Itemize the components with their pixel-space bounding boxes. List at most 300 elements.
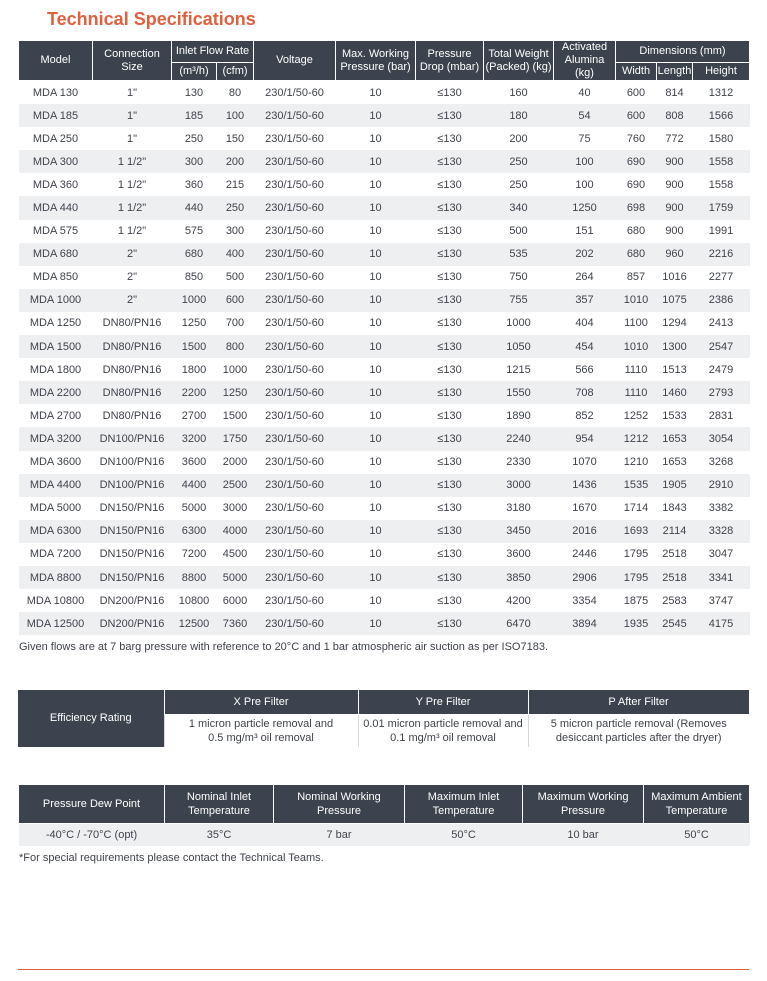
cell-inlet-cfm: 1500 [222,409,248,422]
header-length: Length [657,62,693,80]
efficiency-table [18,689,750,747]
cell-connection-size: DN150/PN16 [99,502,165,515]
cell-length: 1653 [662,456,687,469]
cell-max-working-pressure: 10 [369,363,382,376]
table-row [19,404,750,427]
cell-length: 960 [657,243,693,266]
table-row [19,612,750,635]
table-row [19,566,750,589]
cell-length: 2545 [657,612,693,635]
cell-length: 1513 [662,363,687,376]
cell-height: 1558 [708,178,734,191]
cell-connection-size: DN150/PN16 [99,548,165,561]
cell-activated-alumina: 954 [554,427,616,450]
cell-length: 1294 [662,317,687,330]
cell-inlet-cfm: 80 [228,86,242,99]
maximum-ambient-temperature-value: 50°C [644,824,750,847]
cell-inlet-m3h: 10800 [178,594,210,607]
nominal-working-pressure-value: 7 bar [274,824,405,847]
table-row [19,335,750,358]
cell-model: MDA 130 [32,86,79,99]
cell-voltage: 230/1/50-60 [265,317,324,330]
cell-inlet-cfm: 200 [217,150,254,173]
cell-width: 1110 [624,363,648,376]
cell-width: 690 [616,150,657,173]
cell-pressure-drop: ≤130 [416,566,484,589]
cell-voltage: 230/1/50-60 [265,409,324,422]
header-max-working-pressure: Max. Working Pressure (bar) [336,41,416,81]
cell-pressure-drop: ≤130 [437,178,462,191]
cell-activated-alumina: 100 [554,150,616,173]
cell-connection-size: 2" [93,243,172,266]
cell-inlet-m3h: 680 [172,243,217,266]
cell-length: 900 [657,150,693,173]
cell-connection-size: DN150/PN16 [93,566,172,589]
table-row [19,381,750,404]
cell-width: 1795 [623,548,649,561]
table-row [19,173,750,196]
cell-model: MDA 3600 [29,456,82,469]
cell-connection-size: DN80/PN16 [93,381,172,404]
cell-activated-alumina: 40 [578,86,591,99]
cell-length: 1905 [657,474,693,497]
cell-pressure-drop: ≤130 [416,104,484,127]
cell-connection-size: 1" [126,86,138,99]
cell-height: 3054 [693,427,750,450]
header-line: Nominal Inlet [186,791,252,803]
cell-model: MDA 7200 [29,548,82,561]
cell-connection-size: 1 1/2" [93,196,172,219]
cell-inlet-cfm: 150 [225,132,245,145]
cell-height: 3341 [693,566,750,589]
cell-pressure-drop: ≤130 [437,86,462,99]
cell-pressure-drop: ≤130 [437,271,462,284]
cell-model: MDA 2700 [29,409,82,422]
header-line: Maximum Ambient [651,791,742,803]
cell-voltage: 230/1/50-60 [254,104,336,127]
cell-height: 1312 [708,86,734,99]
cell-width: 760 [626,132,646,145]
table-row [19,104,750,127]
cell-inlet-m3h: 4400 [172,474,217,497]
cell-activated-alumina: 454 [554,335,616,358]
cell-inlet-m3h: 8800 [172,566,217,589]
cell-height: 2413 [708,317,734,330]
cell-model: MDA 575 [32,225,79,238]
cell-max-working-pressure: 10 [336,566,416,589]
header-line: Temperature [188,805,250,817]
cell-max-working-pressure: 10 [369,594,382,607]
cell-model: MDA 4400 [19,474,93,497]
table-row [19,266,750,289]
cell-pressure-drop: ≤130 [416,520,484,543]
cell-inlet-cfm: 500 [225,271,245,284]
cell-connection-size: 1 1/2" [117,178,147,191]
cell-inlet-cfm: 1250 [217,381,254,404]
table-row [19,196,750,219]
cell-voltage: 230/1/50-60 [254,196,336,219]
cell-voltage: 230/1/50-60 [265,225,324,238]
cell-total-weight: 750 [509,271,528,284]
cell-total-weight: 500 [509,225,528,238]
cell-model: MDA 10800 [26,594,85,607]
cell-inlet-cfm: 800 [217,335,254,358]
spec-table [18,40,750,635]
x-pre-filter-value [164,715,358,748]
cell-model: MDA 1000 [19,289,93,312]
cell-height: 1580 [708,132,734,145]
cell-max-working-pressure: 10 [336,243,416,266]
value-line: 5 micron particle removal (Removes [550,718,727,730]
cell-pressure-drop: ≤130 [416,335,484,358]
cell-model: MDA 360 [32,178,79,191]
cell-total-weight: 1000 [506,317,531,330]
cell-width: 1714 [623,502,649,515]
cell-model: MDA 250 [32,132,79,145]
cell-max-working-pressure: 10 [369,178,382,191]
cell-inlet-m3h: 3600 [181,456,207,469]
cell-model: MDA 6300 [19,520,93,543]
cell-max-working-pressure: 10 [336,427,416,450]
cell-model: MDA 3200 [19,427,93,450]
cell-activated-alumina: 54 [554,104,616,127]
cell-max-working-pressure: 10 [369,86,382,99]
cell-connection-size: DN200/PN16 [99,594,165,607]
cell-total-weight: 535 [484,243,554,266]
cell-max-working-pressure: 10 [336,335,416,358]
cell-inlet-cfm: 4000 [217,520,254,543]
cell-width: 690 [626,178,646,191]
cell-length: 2583 [662,594,687,607]
cell-max-working-pressure: 10 [369,456,382,469]
cell-length: 900 [657,196,693,219]
cell-total-weight: 755 [484,289,554,312]
cell-model: MDA 1500 [19,335,93,358]
cell-length: 1300 [657,335,693,358]
header-inlet-cfm: (cfm) [217,62,254,80]
table-row [19,474,750,497]
header-maximum-ambient-temperature [644,785,750,824]
cell-voltage: 230/1/50-60 [254,381,336,404]
cell-height: 2831 [708,409,734,422]
header-x-pre-filter: X Pre Filter [164,690,358,715]
header-line: Temperature [665,805,728,817]
cell-activated-alumina: 100 [575,178,594,191]
cell-height: 2216 [693,243,750,266]
cell-model: MDA 1800 [29,363,82,376]
cell-model: MDA 1250 [29,317,82,330]
cell-total-weight: 180 [484,104,554,127]
cell-voltage: 230/1/50-60 [254,520,336,543]
cell-activated-alumina: 75 [578,132,591,145]
cell-inlet-cfm: 300 [225,225,245,238]
cell-activated-alumina: 264 [575,271,594,284]
header-nominal-working-pressure [274,785,405,824]
cell-length: 808 [657,104,693,127]
cell-max-working-pressure: 10 [369,409,382,422]
header-line: Pressure [316,805,362,817]
cell-model: MDA 5000 [29,502,82,515]
cell-max-working-pressure: 10 [336,612,416,635]
cell-voltage: 230/1/50-60 [265,456,324,469]
cell-inlet-m3h: 575 [184,225,204,238]
cell-width: 857 [626,271,646,284]
cell-inlet-cfm: 1000 [222,363,248,376]
cell-inlet-m3h: 1000 [172,289,217,312]
cell-width: 1010 [616,289,657,312]
cell-inlet-m3h: 2200 [172,381,217,404]
cell-height: 3382 [708,502,734,515]
cell-voltage: 230/1/50-60 [254,335,336,358]
cell-voltage: 230/1/50-60 [254,150,336,173]
flow-note: Given flows are at 7 barg pressure with reference to 20°C and 1 bar atmospheric air suction as per ISO7183. [19,641,549,653]
cell-total-weight: 3000 [484,474,554,497]
header-dimensions: Dimensions (mm) [616,41,750,63]
value-line: 0.1 mg/m³ oil removal [390,732,496,744]
table-row [19,127,750,150]
table-row [19,451,750,474]
cell-inlet-cfm: 2500 [217,474,254,497]
cell-pressure-drop: ≤130 [416,427,484,450]
cell-width: 1875 [623,594,649,607]
cell-length: 900 [665,178,684,191]
table-row [19,220,750,243]
cell-activated-alumina: 1250 [554,196,616,219]
cell-total-weight: 1215 [506,363,531,376]
cell-max-working-pressure: 10 [336,196,416,219]
cell-height: 2479 [708,363,734,376]
cell-height: 1759 [693,196,750,219]
header-maximum-inlet-temperature [405,785,523,824]
cell-inlet-m3h: 3200 [172,427,217,450]
cell-total-weight: 250 [484,150,554,173]
cell-height: 3047 [708,548,734,561]
spec-table-body [19,81,750,636]
header-inlet-m3h: (m³/h) [172,62,217,80]
cell-height: 2793 [693,381,750,404]
cell-total-weight: 1550 [484,381,554,404]
conditions-table [18,784,750,846]
cell-inlet-cfm: 3000 [222,502,248,515]
cell-inlet-cfm: 100 [217,104,254,127]
table-row [19,589,750,612]
table-row [19,427,750,450]
cell-height: 1566 [693,104,750,127]
cell-total-weight: 3850 [484,566,554,589]
cell-activated-alumina: 1436 [554,474,616,497]
cell-connection-size: DN100/PN16 [99,456,165,469]
maximum-working-pressure-value: 10 bar [523,824,644,847]
cell-width: 698 [616,196,657,219]
cell-inlet-m3h: 12500 [172,612,217,635]
cell-inlet-m3h: 2700 [181,409,207,422]
pressure-dew-point-value: -40°C / -70°C (opt) [19,824,165,847]
cell-connection-size: 1 1/2" [117,225,147,238]
cell-length: 1075 [657,289,693,312]
cell-connection-size: DN80/PN16 [93,335,172,358]
cell-inlet-m3h: 7200 [181,548,207,561]
footnote: *For special requirements please contact the Technical Teams. [19,852,324,864]
cell-model: MDA 2200 [19,381,93,404]
cell-activated-alumina: 2446 [572,548,597,561]
cell-inlet-m3h: 1500 [172,335,217,358]
header-pressure-dew-point [19,785,165,824]
cell-total-weight: 340 [484,196,554,219]
cell-connection-size: DN150/PN16 [93,520,172,543]
header-line: Pressure [560,805,606,817]
cell-total-weight: 200 [509,132,528,145]
cell-length: 2518 [657,566,693,589]
cell-inlet-cfm: 1750 [217,427,254,450]
cell-inlet-cfm: 6000 [222,594,248,607]
cell-width: 1795 [616,566,657,589]
cell-width: 1010 [616,335,657,358]
cell-height: 3328 [693,520,750,543]
cell-activated-alumina: 852 [575,409,594,422]
cell-width: 1110 [616,381,657,404]
cell-length: 1460 [657,381,693,404]
cell-pressure-drop: ≤130 [437,594,462,607]
nominal-inlet-temperature-value: 35°C [165,824,274,847]
header-activated-alumina: Activated Alumina (kg) [554,41,616,81]
cell-length: 2114 [657,520,693,543]
header-line: Pressure Dew Point [42,798,141,810]
cell-voltage: 230/1/50-60 [254,289,336,312]
cell-voltage: 230/1/50-60 [265,502,324,515]
value-line: desiccant particles after the dryer) [555,732,722,744]
header-voltage: Voltage [254,41,336,81]
cell-max-working-pressure: 10 [336,520,416,543]
cell-height: 3747 [708,594,734,607]
cell-model: MDA 680 [19,243,93,266]
cell-pressure-drop: ≤130 [416,474,484,497]
cell-inlet-m3h: 6300 [172,520,217,543]
cell-inlet-cfm: 2000 [222,456,248,469]
efficiency-rating-label: Efficiency Rating [18,690,164,748]
cell-activated-alumina: 1070 [572,456,597,469]
cell-inlet-cfm: 215 [225,178,245,191]
cell-width: 1210 [623,456,649,469]
header-model: Model [19,41,93,81]
cell-inlet-cfm: 250 [217,196,254,219]
cell-voltage: 230/1/50-60 [254,243,336,266]
cell-pressure-drop: ≤130 [437,409,462,422]
cell-length: 900 [665,225,684,238]
cell-length: 1533 [662,409,687,422]
header-total-weight: Total Weight (Packed) (kg) [484,41,554,81]
cell-connection-size: DN80/PN16 [102,363,162,376]
cell-total-weight: 4200 [506,594,531,607]
p-after-filter-value [528,715,749,748]
cell-pressure-drop: ≤130 [437,225,462,238]
cell-width: 600 [626,86,646,99]
cell-pressure-drop: ≤130 [416,150,484,173]
cell-height: 2277 [708,271,734,284]
cell-length: 2518 [662,548,687,561]
cell-activated-alumina: 566 [575,363,594,376]
cell-height: 2910 [693,474,750,497]
cell-connection-size: 1" [126,132,138,145]
cell-connection-size: DN80/PN16 [102,409,162,422]
cell-model: MDA 440 [19,196,93,219]
cell-inlet-m3h: 185 [172,104,217,127]
cell-max-working-pressure: 10 [369,225,382,238]
header-maximum-working-pressure [523,785,644,824]
cell-max-working-pressure: 10 [336,474,416,497]
cell-voltage: 230/1/50-60 [265,271,324,284]
cell-max-working-pressure: 10 [369,548,382,561]
cell-voltage: 230/1/50-60 [265,548,324,561]
cell-activated-alumina: 202 [554,243,616,266]
cell-pressure-drop: ≤130 [437,317,462,330]
cell-activated-alumina: 357 [554,289,616,312]
cell-pressure-drop: ≤130 [416,196,484,219]
cell-pressure-drop: ≤130 [437,363,462,376]
table-row [19,543,750,566]
cell-pressure-drop: ≤130 [437,502,462,515]
cell-connection-size: 2" [126,271,138,284]
cell-width: 1212 [616,427,657,450]
cell-length: 1016 [662,271,687,284]
cell-max-working-pressure: 10 [369,271,382,284]
cell-inlet-cfm: 600 [217,289,254,312]
header-y-pre-filter: Y Pre Filter [358,690,528,715]
cell-activated-alumina: 2016 [554,520,616,543]
cell-max-working-pressure: 10 [336,150,416,173]
cell-pressure-drop: ≤130 [437,132,462,145]
cell-width: 600 [616,104,657,127]
cell-model: MDA 12500 [19,612,93,635]
cell-connection-size: DN200/PN16 [93,612,172,635]
cell-width: 680 [626,225,646,238]
cell-max-working-pressure: 10 [369,132,382,145]
cell-width: 1100 [624,317,648,330]
header-line: Temperature [432,805,495,817]
cell-voltage: 230/1/50-60 [254,427,336,450]
cell-max-working-pressure: 10 [369,317,382,330]
cell-length: 772 [665,132,684,145]
cell-inlet-m3h: 360 [184,178,204,191]
cell-activated-alumina: 151 [575,225,594,238]
cell-width: 1693 [616,520,657,543]
cell-voltage: 230/1/50-60 [254,566,336,589]
header-connection-size: Connection Size [93,41,172,81]
cell-max-working-pressure: 10 [336,104,416,127]
header-line: Maximum Working [537,791,629,803]
cell-voltage: 230/1/50-60 [265,594,324,607]
cell-max-working-pressure: 10 [336,381,416,404]
cell-inlet-cfm: 5000 [217,566,254,589]
cell-connection-size: 1" [93,104,172,127]
cell-connection-size: 1 1/2" [93,150,172,173]
cell-inlet-m3h: 440 [172,196,217,219]
cell-total-weight: 3450 [484,520,554,543]
cell-inlet-m3h: 1800 [181,363,207,376]
table-row [19,497,750,520]
cell-inlet-m3h: 130 [184,86,204,99]
cell-inlet-m3h: 5000 [181,502,207,515]
cell-activated-alumina: 2906 [554,566,616,589]
cell-pressure-drop: ≤130 [416,381,484,404]
table-row [19,289,750,312]
cell-total-weight: 3600 [506,548,531,561]
header-p-after-filter: P After Filter [528,690,749,715]
cell-model: MDA 850 [32,271,79,284]
cell-pressure-drop: ≤130 [416,612,484,635]
page-title: Technical Specifications [47,9,256,29]
table-row [19,243,750,266]
cell-connection-size: DN100/PN16 [93,427,172,450]
